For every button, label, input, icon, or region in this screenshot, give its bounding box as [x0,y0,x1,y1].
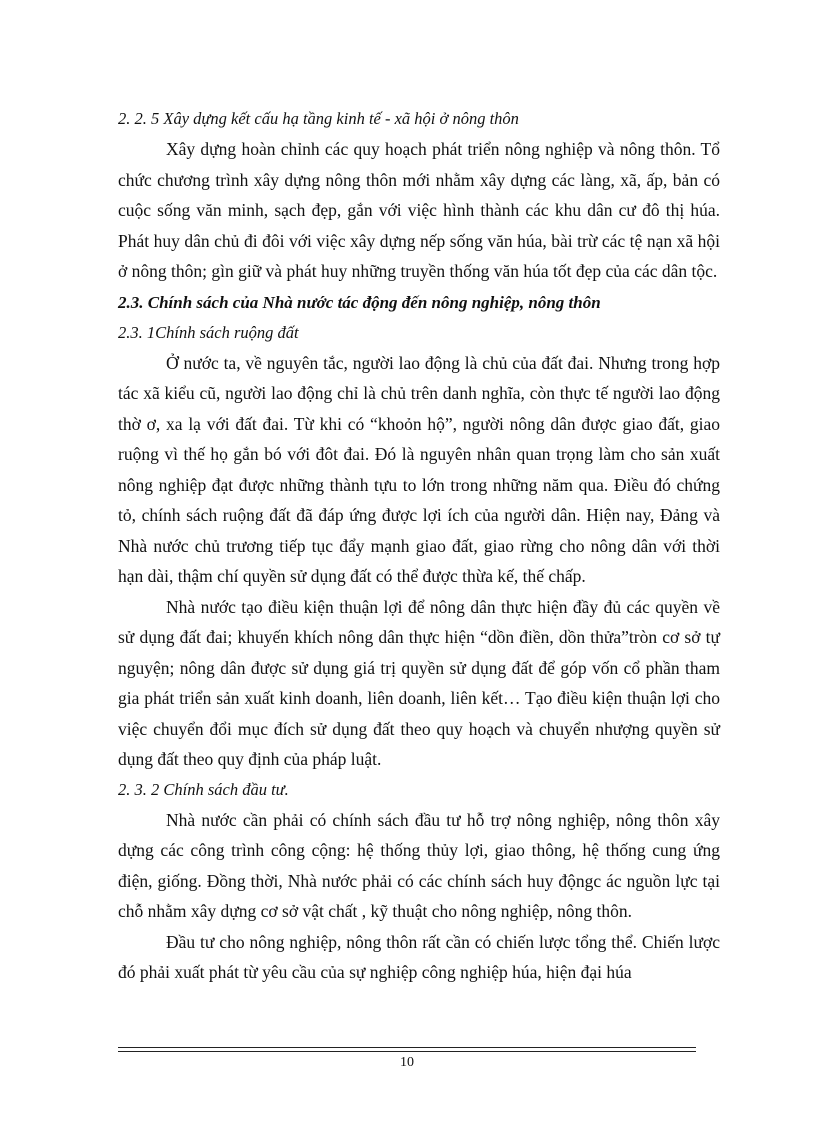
footer-rule-bottom [118,1051,696,1052]
paragraph: Nhà nước cần phải có chính sách đầu tư hỗ trợ nông nghiệp, nông thôn xây dựng các công trình công cộng: hệ thống thủy lợi, giao thông, hệ thống cung ứng điện, giống. Đồng thời, Nhà nước phải có các chính sách huy độngc ác nguồn lực tại chỗ nhằm xây dựng cơ sở vật chất , kỹ thuật cho nông nghiệp, nông thôn. [118,809,720,921]
paragraph: Ở nước ta, về nguyên tắc, người lao động là chủ của đất đai. Nhưng trong hợp tác xã kiểu cũ, người lao động chỉ là chủ trên danh nghĩa, còn thực tế người lao động thờ ơ, xa lạ với đất đai. Từ khi có “khoỏn hộ”, người nông dân được giao đất, giao ruộng vì thế họ gắn bó với đôt đai. Đó là nguyên nhân quan trọng làm cho sản xuất nông nghiệp đạt được những thành tựu to lớn trong những năm qua. Điều đó chứng tỏ, chính sách ruộng đất đã đáp ứng được lợi ích của người dân. Hiện nay, Đảng và Nhà nước chủ trương tiếp tục đẩy mạnh giao đất, giao rừng cho nông dân với thời hạn dài, thậm chí quyền sử dụng đất có thể được thừa kế, thế chấp. [118,352,720,586]
footer-rule-top [118,1047,696,1048]
page-content [118,104,720,988]
paragraph: Đầu tư cho nông nghiệp, nông thôn rất cần có chiến lược tổng thể. Chiến lược đó phải xuất phát từ yêu cầu của sự nghiệp công nghiệp húa, hiện đại húa [118,931,720,982]
section-heading-2-3: 2.3. Chính sách của Nhà nước tác động đến nông nghiệp, nông thôn [118,292,601,312]
paragraph: Xây dựng hoàn chỉnh các quy hoạch phát triển nông nghiệp và nông thôn. Tổ chức chương trình xây dựng nông thôn mới nhằm xây dựng các làng, xã, ấp, bản có cuộc sống văn minh, sạch đẹp, gắn với việc hình thành các khu dân cư đô thị húa. Phát huy dân chủ đi đôi với việc xây dựng nếp sống văn húa, bài trừ các tệ nạn xã hội ở nông thôn; gìn giữ và phát huy những truyền thống văn húa tốt đẹp của các dân tộc. [118,139,720,281]
section-heading-2-2-5: 2. 2. 5 Xây dựng kết cấu hạ tầng kinh tế - xã hội ở nông thôn [118,109,519,128]
subsection-heading-2-3-1: 2.3. 1Chính sách ruộng đất [118,322,299,342]
page-number: 10 [400,1055,414,1070]
paragraph: Nhà nước tạo điều kiện thuận lợi để nông dân thực hiện đầy đủ các quyền về sử dụng đất đai; khuyến khích nông dân thực hiện “dồn điền, dồn thửa”tròn cơ sở tự nguyện; nông dân được sử dụng giá trị quyền sử dụng đất để góp vốn cổ phần tham gia phát triển sản xuất kinh doanh, liên doanh, liên kết… Tạo điều kiện thuận lợi cho việc chuyển đổi mục đích sử dụng đất theo quy hoạch và chuyển nhượng quyền sử dụng đất theo quy định của pháp luật. [118,596,720,769]
subsection-heading-2-3-2: 2. 3. 2 Chính sách đầu tư. [118,779,289,799]
